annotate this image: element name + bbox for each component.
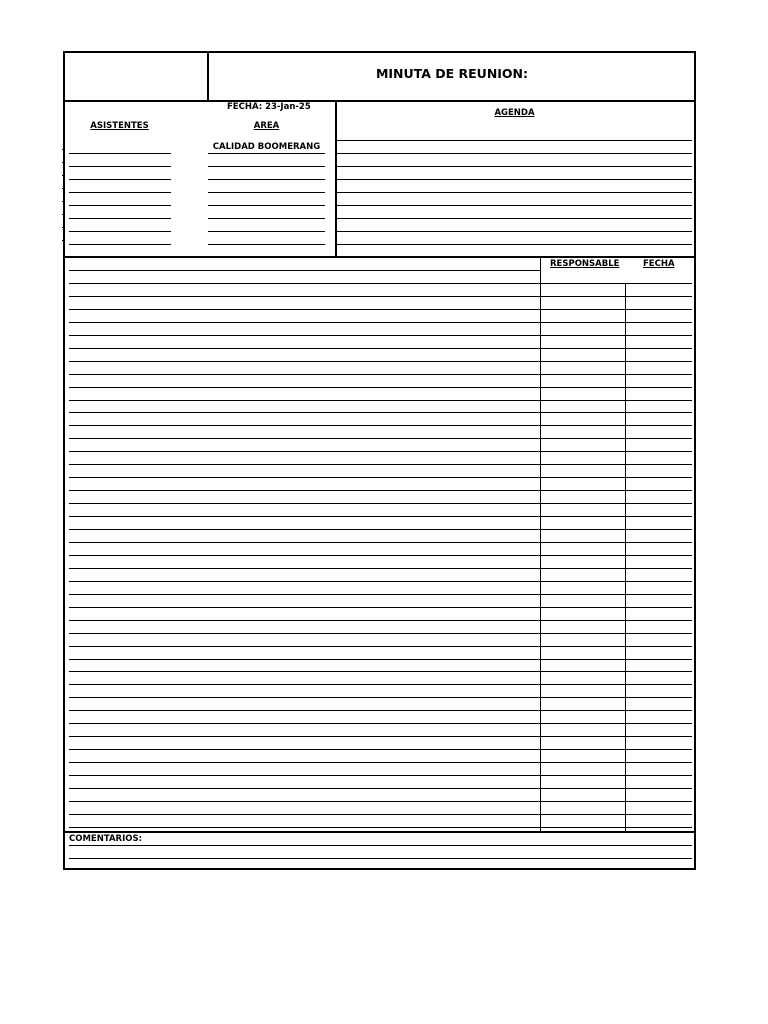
action-item-line: [69, 749, 540, 750]
responsable-line: [541, 684, 625, 685]
responsable-line: [541, 387, 625, 388]
action-item-line: [69, 633, 540, 634]
action-item-line: [69, 646, 540, 647]
attendee-area-line: [208, 231, 325, 232]
responsable-line: [541, 542, 625, 543]
agenda-line: [337, 231, 692, 232]
action-item-line: [69, 529, 540, 530]
responsable-line: [541, 671, 625, 672]
form-title: MINUTA DE REUNION:: [375, 66, 529, 81]
action-fecha-line: [626, 697, 692, 698]
action-item-line: [69, 361, 540, 362]
action-fecha-line: [626, 775, 692, 776]
action-item-line: [69, 477, 540, 478]
agenda-line: [337, 218, 692, 219]
responsable-line: [541, 710, 625, 711]
action-item-line: [69, 620, 540, 621]
action-item-line: [69, 659, 540, 660]
action-item-line: [69, 322, 540, 323]
attendee-name-line: [69, 231, 171, 232]
action-fecha-line: [626, 477, 692, 478]
attendee-area-line: [208, 192, 325, 193]
meeting-date-label: FECHA:: [227, 102, 263, 112]
responsable-line: [541, 775, 625, 776]
attendee-area: CALIDAD BOOMERANG: [212, 142, 321, 152]
responsable-line: [541, 322, 625, 323]
action-item-line: [69, 270, 540, 271]
agenda-header: AGENDA: [494, 108, 535, 118]
action-item-line: [69, 671, 540, 672]
attendee-area-line: [208, 166, 325, 167]
action-fecha-line: [626, 335, 692, 336]
responsable-line: [541, 309, 625, 310]
action-item-line: [69, 309, 540, 310]
action-item-line: [69, 503, 540, 504]
action-fecha-line: [626, 646, 692, 647]
attendee-area-line: [208, 205, 325, 206]
action-item-line: [69, 516, 540, 517]
action-item-line: [69, 348, 540, 349]
attendee-name-line: [69, 179, 171, 180]
attendee-name-line: [69, 192, 171, 193]
area-header: AREA: [253, 121, 280, 131]
agenda-line: [337, 192, 692, 193]
action-fecha-line: [626, 542, 692, 543]
action-fecha-line: [626, 309, 692, 310]
attendee-bullet-mark: [62, 188, 65, 189]
agenda-line: [337, 244, 692, 245]
agenda-line: [337, 140, 692, 141]
responsable-line: [541, 762, 625, 763]
responsable-line: [541, 464, 625, 465]
attendee-area-line: [208, 153, 325, 154]
action-item-line: [69, 581, 540, 582]
action-item-line: [69, 451, 540, 452]
responsable-line: [541, 516, 625, 517]
responsable-column-divider: [540, 257, 541, 832]
action-fecha-line: [626, 568, 692, 569]
responsable-line: [541, 529, 625, 530]
responsable-line: [541, 477, 625, 478]
action-fecha-line: [626, 620, 692, 621]
responsable-line: [541, 400, 625, 401]
responsable-line: [541, 620, 625, 621]
action-fecha-line: [626, 801, 692, 802]
action-fecha-line: [626, 490, 692, 491]
action-fecha-line: [626, 516, 692, 517]
action-item-line: [69, 438, 540, 439]
responsable-line: [541, 425, 625, 426]
action-fecha-line: [626, 827, 692, 828]
responsable-line: [541, 736, 625, 737]
action-fecha-line: [626, 814, 692, 815]
responsable-line: [541, 697, 625, 698]
action-item-line: [69, 814, 540, 815]
action-item-line: [69, 412, 540, 413]
action-item-line: [69, 374, 540, 375]
action-fecha-line: [626, 671, 692, 672]
action-fecha-header: FECHA: [643, 259, 675, 269]
comments-label: COMENTARIOS:: [69, 834, 143, 844]
action-item-line: [69, 684, 540, 685]
responsable-line: [541, 801, 625, 802]
responsable-header: RESPONSABLE: [550, 259, 620, 269]
attendee-bullet-mark: [62, 162, 65, 163]
action-fecha-line: [626, 438, 692, 439]
action-item-line: [69, 775, 540, 776]
action-fecha-line: [626, 503, 692, 504]
action-fecha-line: [626, 464, 692, 465]
action-item-line: [69, 555, 540, 556]
action-fecha-line: [626, 374, 692, 375]
responsable-line: [541, 555, 625, 556]
comment-line: [69, 858, 692, 859]
action-item-line: [69, 827, 540, 828]
action-item-line: [69, 788, 540, 789]
attendee-name-line: [69, 244, 171, 245]
action-fecha-line: [626, 387, 692, 388]
action-fecha-line: [626, 710, 692, 711]
action-fecha-line: [626, 633, 692, 634]
minuta-form-frame: [63, 51, 696, 870]
responsable-line: [541, 503, 625, 504]
responsable-line: [541, 412, 625, 413]
attendee-name-line: [69, 218, 171, 219]
comments-top-border: [64, 831, 696, 833]
responsable-line: [541, 568, 625, 569]
action-item-line: [69, 568, 540, 569]
responsable-line: [541, 827, 625, 828]
action-item-line: [69, 464, 540, 465]
action-fecha-header-line: [626, 283, 692, 284]
responsable-line: [541, 348, 625, 349]
action-fecha-line: [626, 348, 692, 349]
responsable-line: [541, 607, 625, 608]
action-item-line: [69, 283, 540, 284]
action-fecha-line: [626, 555, 692, 556]
action-fecha-line: [626, 749, 692, 750]
action-item-line: [69, 723, 540, 724]
responsable-line: [541, 594, 625, 595]
agenda-line: [337, 166, 692, 167]
meeting-date: [227, 103, 311, 112]
action-item-line: [69, 762, 540, 763]
action-fecha-line: [626, 788, 692, 789]
responsable-line: [541, 814, 625, 815]
attendee-bullet-mark: [62, 240, 65, 241]
responsable-line: [541, 633, 625, 634]
action-fecha-line: [626, 400, 692, 401]
action-fecha-line: [626, 607, 692, 608]
action-fecha-line: [626, 451, 692, 452]
action-item-line: [69, 697, 540, 698]
attendee-area-line: [208, 179, 325, 180]
action-item-line: [69, 387, 540, 388]
attendee-bullet-mark: [62, 201, 65, 202]
attendee-bullet-mark: [62, 175, 65, 176]
title-bottom-border: [64, 100, 696, 102]
responsable-line: [541, 438, 625, 439]
meeting-date-value: 23-Jan-25: [265, 102, 311, 112]
responsable-line: [541, 361, 625, 362]
attendee-name-line: [69, 153, 171, 154]
action-item-line: [69, 594, 540, 595]
attendee-bullet-mark: [62, 214, 65, 215]
agenda-line: [337, 205, 692, 206]
responsable-line: [541, 788, 625, 789]
action-item-line: [69, 801, 540, 802]
responsable-line: [541, 646, 625, 647]
action-fecha-line: [626, 412, 692, 413]
action-item-line: [69, 296, 540, 297]
action-fecha-line: [626, 723, 692, 724]
attendee-area-line: [208, 244, 325, 245]
action-fecha-line: [626, 594, 692, 595]
attendee-bullet-mark: [62, 149, 65, 150]
responsable-line: [541, 335, 625, 336]
asistentes-header: ASISTENTES: [90, 121, 149, 131]
attendee-name-line: [69, 205, 171, 206]
action-item-line: [69, 425, 540, 426]
action-fecha-line: [626, 361, 692, 362]
responsable-header-line: [541, 283, 625, 284]
action-fecha-line: [626, 659, 692, 660]
action-fecha-line: [626, 762, 692, 763]
attendee-bullet-mark: [62, 227, 65, 228]
action-fecha-line: [626, 581, 692, 582]
responsable-line: [541, 749, 625, 750]
action-item-line: [69, 490, 540, 491]
action-fecha-line: [626, 322, 692, 323]
action-item-line: [69, 400, 540, 401]
attendee-area-line: [208, 218, 325, 219]
action-item-line: [69, 542, 540, 543]
action-fecha-line: [626, 736, 692, 737]
action-item-line: [69, 710, 540, 711]
responsable-line: [541, 374, 625, 375]
action-item-line: [69, 335, 540, 336]
action-fecha-line: [626, 425, 692, 426]
action-fecha-line: [626, 529, 692, 530]
responsable-line: [541, 581, 625, 582]
responsable-line: [541, 451, 625, 452]
action-item-line: [69, 607, 540, 608]
attendee-name-line: [69, 166, 171, 167]
responsable-line: [541, 490, 625, 491]
agenda-line: [337, 179, 692, 180]
responsable-line: [541, 723, 625, 724]
action-fecha-line: [626, 296, 692, 297]
responsable-line: [541, 659, 625, 660]
action-item-line: [69, 736, 540, 737]
upper-section-bottom-border: [64, 256, 696, 258]
responsable-line: [541, 296, 625, 297]
action-fecha-line: [626, 684, 692, 685]
agenda-line: [337, 153, 692, 154]
comment-line: [69, 845, 692, 846]
